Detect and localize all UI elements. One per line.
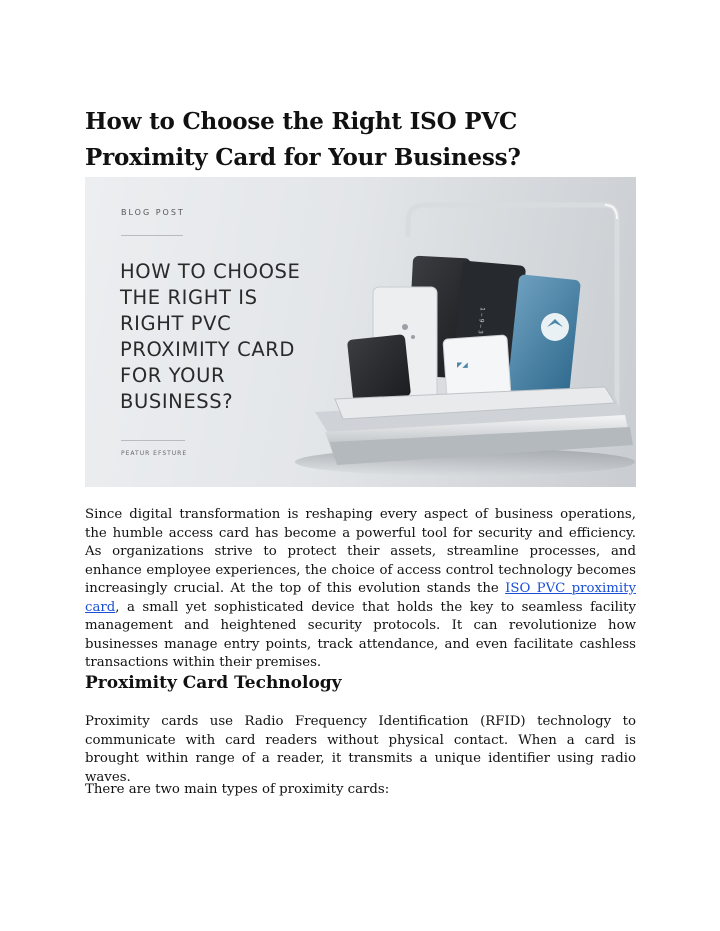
hero-divider-top [121,235,183,236]
blue-card [507,274,581,398]
intro-paragraph [85,506,636,673]
iso-pvc-proximity-card-link[interactable]: ISO PVC proximity card [85,581,636,615]
intro-text-before: Since digital transformation is reshaping every aspect of business operations, the humble access card has become a powerful tool for security and efficiency. As organizations strive to protect their assets, streamline processes, and enhance employee experiences, the choice of access control technology becomes increasingly crucial. At the top of this evolution stands the [85,507,636,596]
hero-image [85,177,636,487]
page-title: How to Choose the Right ISO PVC Proximity Card for Your Business? [85,108,521,171]
svg-text:◤◢: ◤◢ [457,361,468,369]
hero-divider-bottom [121,440,185,441]
types-intro-paragraph: There are two main types of proximity cards: [85,782,390,797]
intro-text-after: , a small yet sophisticated device that holds the key to seamless facility management and heightened security protocols. It can revolutionize how businesses manage entry points, track attendance, and even facilitate cashless transactions within their premises. [85,599,636,670]
svg-text:1 ‒ 9 ‒ 3: 1 ‒ 9 ‒ 3 [476,306,486,335]
section-heading: Proximity Card Technology [85,673,342,693]
technology-paragraph: Proximity cards use Radio Frequency Identification (RFID) technology to communicate with card readers without physical contact. When a card is brought within range of a reader, it transmits a unique identifier using radio waves. [85,714,636,785]
hero-footer-text: PEATUR EFSTURE [121,450,188,457]
hero-headline: HOW TO CHOOSE THE RIGHT IS RIGHT PVC PROXIMITY CARD FOR YOUR BUSINESS? [120,260,301,413]
black-card-front [347,334,411,402]
hero-kicker: BLOG POST [121,208,185,217]
